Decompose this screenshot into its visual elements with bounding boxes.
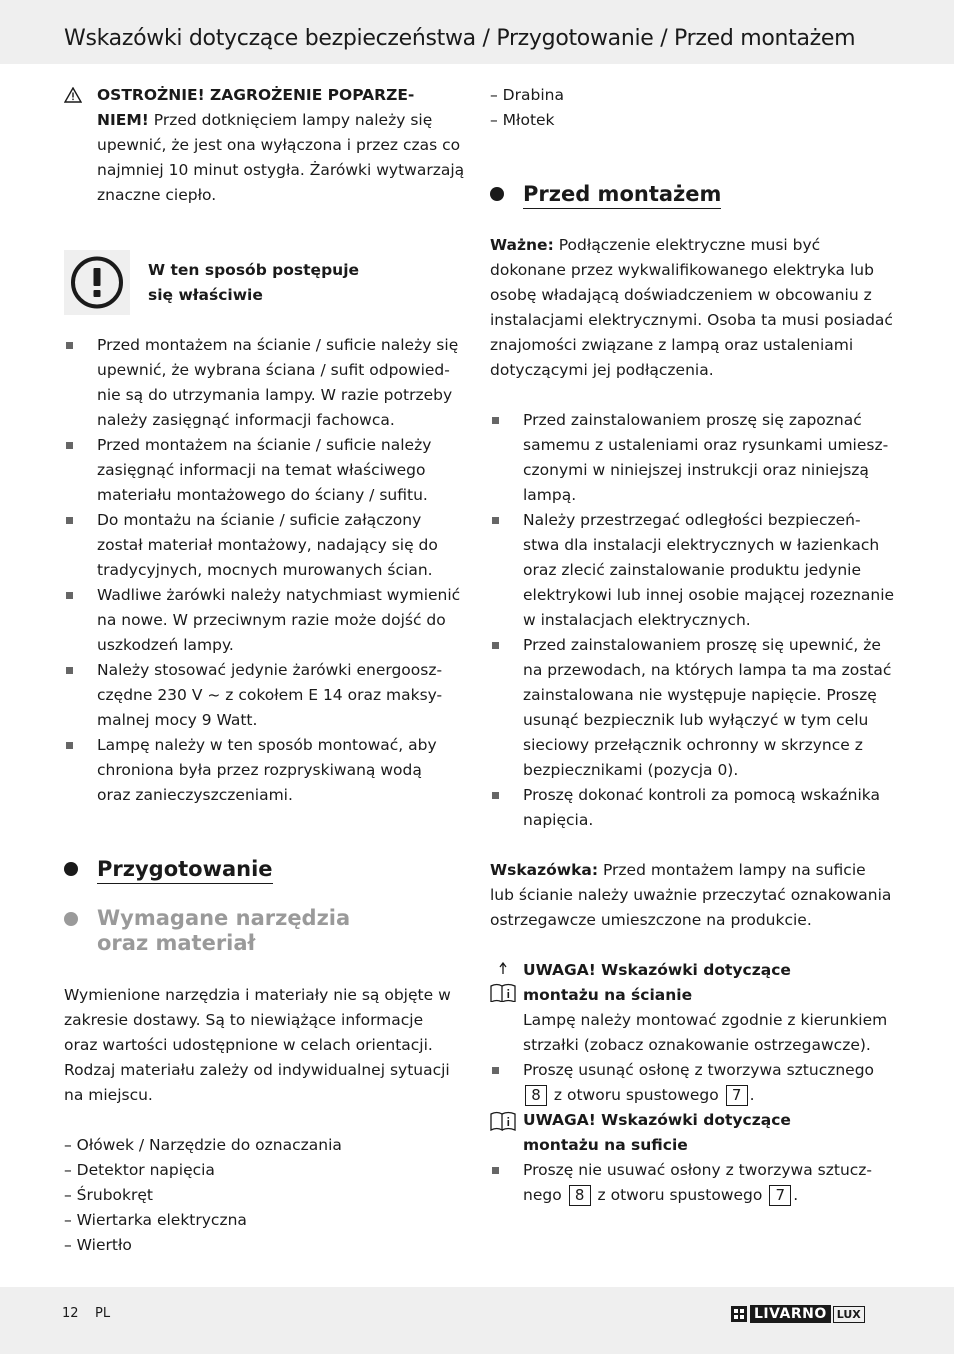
page-number: 12 — [62, 1306, 79, 1321]
before-section — [490, 181, 890, 209]
bullet-square-icon — [66, 342, 73, 349]
tools-text: Wymienione narzędzia i materiały nie są objęte w zakresie dostawy. Są to niewiążące informacje oraz wartości udostępnione w celach orientacji. Rodzaj materiału zależy od indywidualnej sytuacji na miejscu. — [64, 986, 451, 1104]
language-code: PL — [95, 1306, 111, 1321]
right-bullets — [490, 408, 900, 833]
list-item: Należy przestrzegać odległości bezpieczeń- stwa dla instalacji elektrycznych w łazienkach oraz zlecić zainstalowanie produktu jedynie elektrykowi lub innej osobie mającej rozeznanie w instalacjach elektrycznych. — [490, 508, 900, 633]
part-number-badge: 8 — [569, 1185, 591, 1206]
logo-grid-icon — [731, 1306, 747, 1322]
bullet-square-icon — [66, 517, 73, 524]
list-item: Proszę dokonać kontroli za pomocą wskaźnika napięcia. — [490, 783, 900, 833]
left-column — [64, 83, 466, 208]
left-bullets — [64, 333, 474, 808]
section-heading: Przed montażem — [490, 181, 890, 209]
list-item: Proszę usunąć osłonę z tworzywa sztucznego 8 z otworu spustowego 7 . — [490, 1058, 900, 1108]
exclamation-box — [64, 250, 130, 315]
proper-line: W ten sposób postępuje — [148, 261, 360, 279]
list-item: – Drabina — [490, 86, 564, 104]
hint-text: Wskazówka: Przed montażem lampy na suficie lub ścianie należy uważnie przeczytać oznakowania ostrzegawcze umieszczone na produkcie. — [490, 861, 892, 929]
list-item: – Ołówek / Narzędzie do oznaczania — [64, 1136, 342, 1154]
subsection-heading: Wymagane narzędzia oraz materiał — [64, 906, 464, 956]
warning-line: najmniej 10 minut ostygła. Żarówki wytwarzają — [97, 161, 465, 179]
list-item: Przed zainstalowaniem proszę się zapoznać samemu z ustaleniami oraz rysunkami umiesz- czonymi w niniejszej instrukcji oraz niniejszą lampą. — [490, 408, 900, 508]
list-item: Przed montażem na ścianie / suficie należy zasięgnąć informacji na temat właściwego materiału montażowego do ściany / sufitu. — [64, 433, 474, 508]
wall-mounting: UWAGA! Wskazówki dotyczące montażu na ścianie Lampę należy montować zgodnie z kierunkiem strzałki (zobacz oznakowanie ostrzegawcze). Proszę usunąć osłonę z tworzywa sztucznego 8 z otworu spustowego 7 . — [490, 958, 900, 1108]
list-item: – Detektor napięcia — [64, 1161, 215, 1179]
section-heading: Przygotowanie — [64, 856, 464, 884]
right-tools-list — [490, 83, 890, 133]
list-item: – Wiertarka elektryczna — [64, 1211, 247, 1229]
part-number-badge: 7 — [769, 1185, 791, 1206]
bullet-square-icon — [66, 742, 73, 749]
list-item: Przed montażem na ścianie / suficie należy się upewnić, że wybrana ściana / sufit odpowied- nie są do utrzymania lampy. W razie potrzeby należy zasięgnąć informacji fachowca. — [64, 333, 474, 433]
tools-list — [64, 1133, 464, 1258]
burn-warning — [64, 83, 466, 208]
bullet-square-icon — [66, 667, 73, 674]
list-item: – Wiertło — [64, 1236, 132, 1254]
list-item: Proszę nie usuwać osłony z tworzywa sztucz- nego 8 z otworu spustowego 7 . — [490, 1158, 900, 1208]
manual-info-icon — [490, 962, 516, 1002]
proper-line: się właściwie — [148, 286, 263, 304]
manual-info-icon — [490, 1111, 516, 1131]
proper-method — [148, 258, 448, 308]
page-title: Wskazówki dotyczące bezpieczeństwa / Przygotowanie / Przed montażem — [64, 26, 856, 51]
bullet-dot-icon — [64, 862, 78, 876]
warning-title: OSTROŻNIE! ZAGROŻENIE POPARZE- — [97, 86, 415, 104]
warning-line: znaczne ciepło. — [97, 186, 217, 204]
bullet-square-icon — [66, 592, 73, 599]
bullet-square-icon — [492, 792, 499, 799]
bullet-dot-icon — [490, 187, 504, 201]
list-item: Należy stosować jedynie żarówki energoosz- czędne 230 V ~ z cokołem E 14 oraz maksy- malnej mocy 9 Watt. — [64, 658, 474, 733]
exclamation-icon — [64, 250, 130, 315]
bullet-square-icon — [66, 442, 73, 449]
bullet-square-icon — [492, 642, 499, 649]
ceiling-mounting: UWAGA! Wskazówki dotyczące montażu na suficie Proszę nie usuwać osłony z tworzywa sztucz- nego 8 z otworu spustowego 7 . — [490, 1108, 900, 1208]
list-item: Do montażu na ścianie / suficie załączony został materiał montażowy, nadający się do tradycyjnych, mocnych murowanych ścian. — [64, 508, 474, 583]
tools-section — [64, 906, 464, 956]
prep-section — [64, 856, 464, 884]
list-item: Wadliwe żarówki należy natychmiast wymienić na nowe. W przeciwnym razie może dojść do uszkodzeń lampy. — [64, 583, 474, 658]
part-number-badge: 8 — [525, 1085, 547, 1106]
bullet-square-icon — [492, 517, 499, 524]
list-item: Lampę należy w ten sposób montować, aby chroniona była przez rozpryskiwaną wodą oraz zanieczyszczeniami. — [64, 733, 474, 808]
warning-line: upewnić, że jest ona wyłączona i przez czas co — [97, 136, 461, 154]
bullet-square-icon — [492, 1067, 499, 1074]
warning-title-cont: NIEM! — [97, 111, 149, 129]
page-header — [0, 0, 954, 64]
bullet-square-icon — [492, 417, 499, 424]
list-item: Przed zainstalowaniem proszę się upewnić, że na przewodach, na których lampa ta ma zostać zainstalowana nie występuje napięcie. Proszę usunąć bezpiecznik lub wyłączyć w tym celu sieciowy przełącznik ochronny w skrzynce z bezpiecznikami (pozycja 0). — [490, 633, 900, 783]
warning-triangle-icon — [64, 87, 82, 103]
warning-text: Przed dotknięciem lampy należy się — [148, 111, 433, 129]
bullet-dot-icon — [64, 912, 78, 926]
list-item: – Śrubokręt — [64, 1186, 153, 1204]
logo-suffix: LUX — [833, 1306, 865, 1323]
bullet-square-icon — [492, 1167, 499, 1174]
list-item: – Młotek — [490, 111, 555, 129]
important-text: Ważne: Podłączenie elektryczne musi być dokonane przez wykwalifikowanego elektryka lub osobę władającą doświadczeniem w obcowaniu z instalacjami elektrycznymi. Osoba ta musi posiadać znajomości związane z lampą oraz ustaleniami dotyczącymi jej podłączenia. — [490, 236, 893, 379]
part-number-badge: 7 — [726, 1085, 748, 1106]
brand-logo — [731, 1305, 865, 1323]
logo-word: LIVARNO — [750, 1305, 831, 1323]
